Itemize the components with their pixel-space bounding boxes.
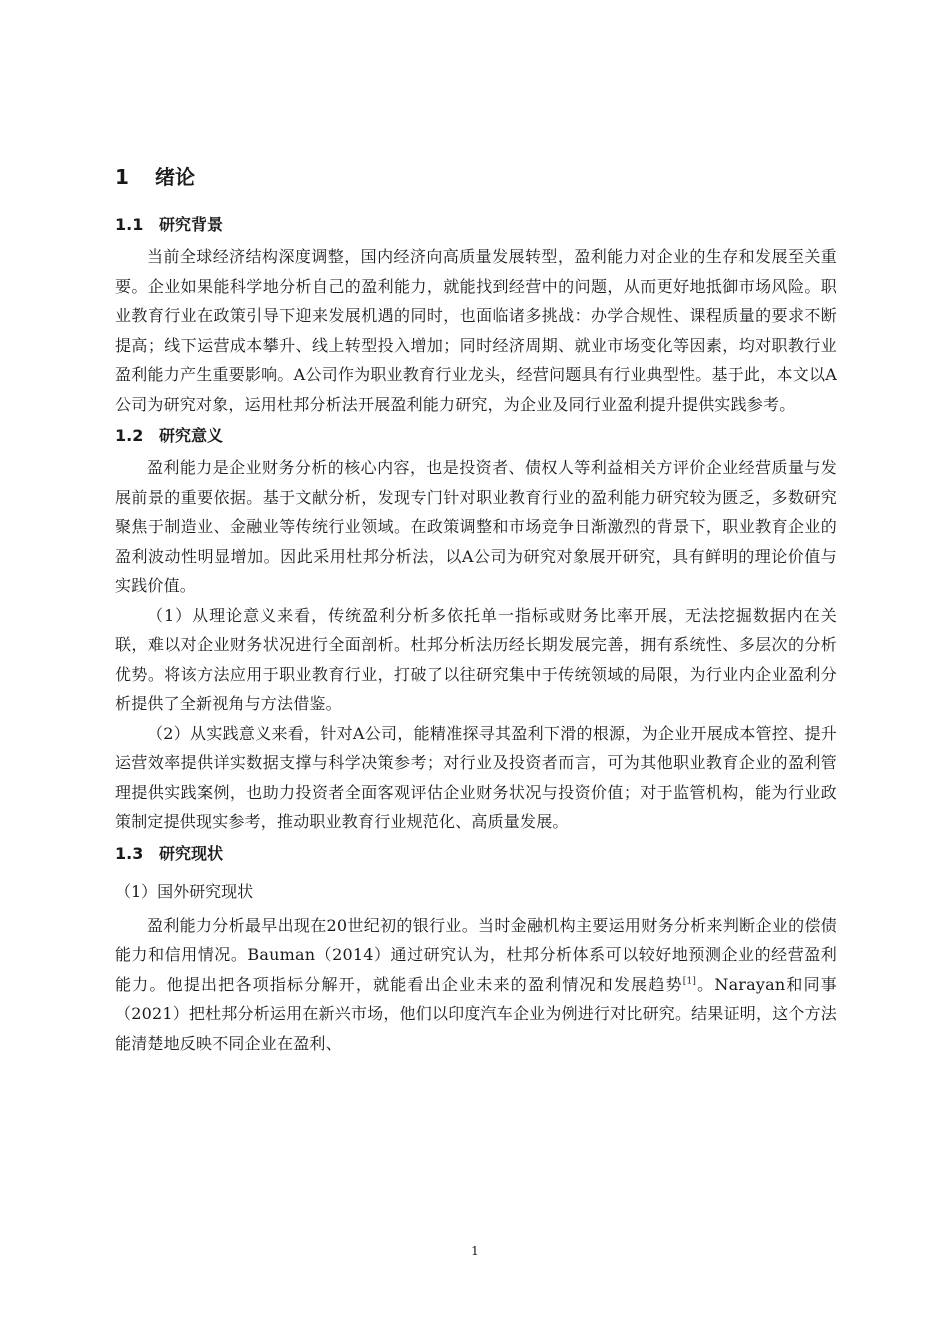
section-heading-status <box>115 837 837 871</box>
page-content <box>115 160 837 1058</box>
page-number: 1 <box>471 1244 479 1258</box>
paragraph-text: 。Narayan和同事（2021）把杜邦分析运用在新兴市场，他们以印度汽车企业为例进行对比研究。结果证明，这个方法能清楚地反映不同企业在盈利、 <box>115 974 837 1053</box>
significance-paragraph: 盈利能力是企业财务分析的核心内容，也是投资者、债权人等利益相关方评价企业经营质量与发展前景的重要依据。基于文献分析，发现专门针对职业教育行业的盈利能力研究较为匮乏，多数研究聚焦于制造业、金融业等传统行业领域。在政策调整和市场竞争日渐激烈的背景下，职业教育企业的盈利波动性明显增加。因此采用杜邦分析法，以A公司为研究对象展开研究，具有鲜明的理论价值与实践价值。 <box>115 458 837 595</box>
section-heading-background <box>115 208 837 242</box>
background-paragraph: 当前全球经济结构深度调整，国内经济向高质量发展转型，盈利能力对企业的生存和发展至关重要。企业如果能科学地分析自己的盈利能力，就能找到经营中的问题，从而更好地抵御市场风险。职业教育行业在政策引导下迎来发展机遇的同时，也面临诸多挑战：办学合规性、课程质量的要求不断提高；线下运营成本攀升、线上转型投入增加；同时经济周期、就业市场变化等因素，均对职教行业盈利能力产生重要影响。A公司作为职业教育行业龙头，经营问题具有行业典型性。基于此，本文以A公司为研究对象，运用杜邦分析法开展盈利能力研究，为企业及同行业盈利提升提供实践参考。 <box>115 247 837 414</box>
section-number: 1.2 <box>115 426 144 445</box>
chapter-heading <box>115 160 837 194</box>
section-title: 研究现状 <box>159 843 224 863</box>
section-heading-significance <box>115 419 837 453</box>
foreign-research-paragraph <box>115 911 837 1059</box>
theoretical-significance-paragraph: （1）从理论意义来看，传统盈利分析多依托单一指标或财务比率开展，无法挖掘数据内在关联，难以对企业财务状况进行全面剖析。杜邦分析法历经长期发展完善，拥有系统性、多层次的分析优势。将该方法应用于职业教育行业，打破了以往研究集中于传统领域的局限，为行业内企业盈利分析提供了全新视角与方法借鉴。 <box>115 605 837 713</box>
practical-significance-paragraph: （2）从实践意义来看，针对A公司，能精准探寻其盈利下滑的根源，为企业开展成本管控、提升运营效率提供详实数据支撑与科学决策参考；对行业及投资者而言，可为其他职业教育企业的盈利管理提供实践案例，也助力投资者全面客观评估企业财务状况与投资价值；对于监管机构，能为行业政策制定提供现实参考，推动职业教育行业规范化、高质量发展。 <box>115 723 837 831</box>
section-title: 研究背景 <box>159 215 224 234</box>
chapter-title: 绪论 <box>155 165 195 189</box>
section-number: 1.3 <box>115 843 144 863</box>
citation-reference[interactable]: [1] <box>682 976 697 987</box>
subsection-heading-foreign: （1）国外研究现状 <box>115 881 254 901</box>
paragraph-text: 盈利能力分析最早出现在20世纪初的银行业。当时金融机构主要运用财务分析来判断企业的偿债能力和信用情况。Bauman（2014）通过研究认为，杜邦分析体系可以较好地预测企业的经营盈利能力。他提出把各项指标分解开，就能看出企业未来的盈利情况和发展趋势 <box>115 915 837 994</box>
section-title: 研究意义 <box>159 426 224 445</box>
section-number: 1.1 <box>115 215 144 234</box>
chapter-number: 1 <box>115 165 129 189</box>
